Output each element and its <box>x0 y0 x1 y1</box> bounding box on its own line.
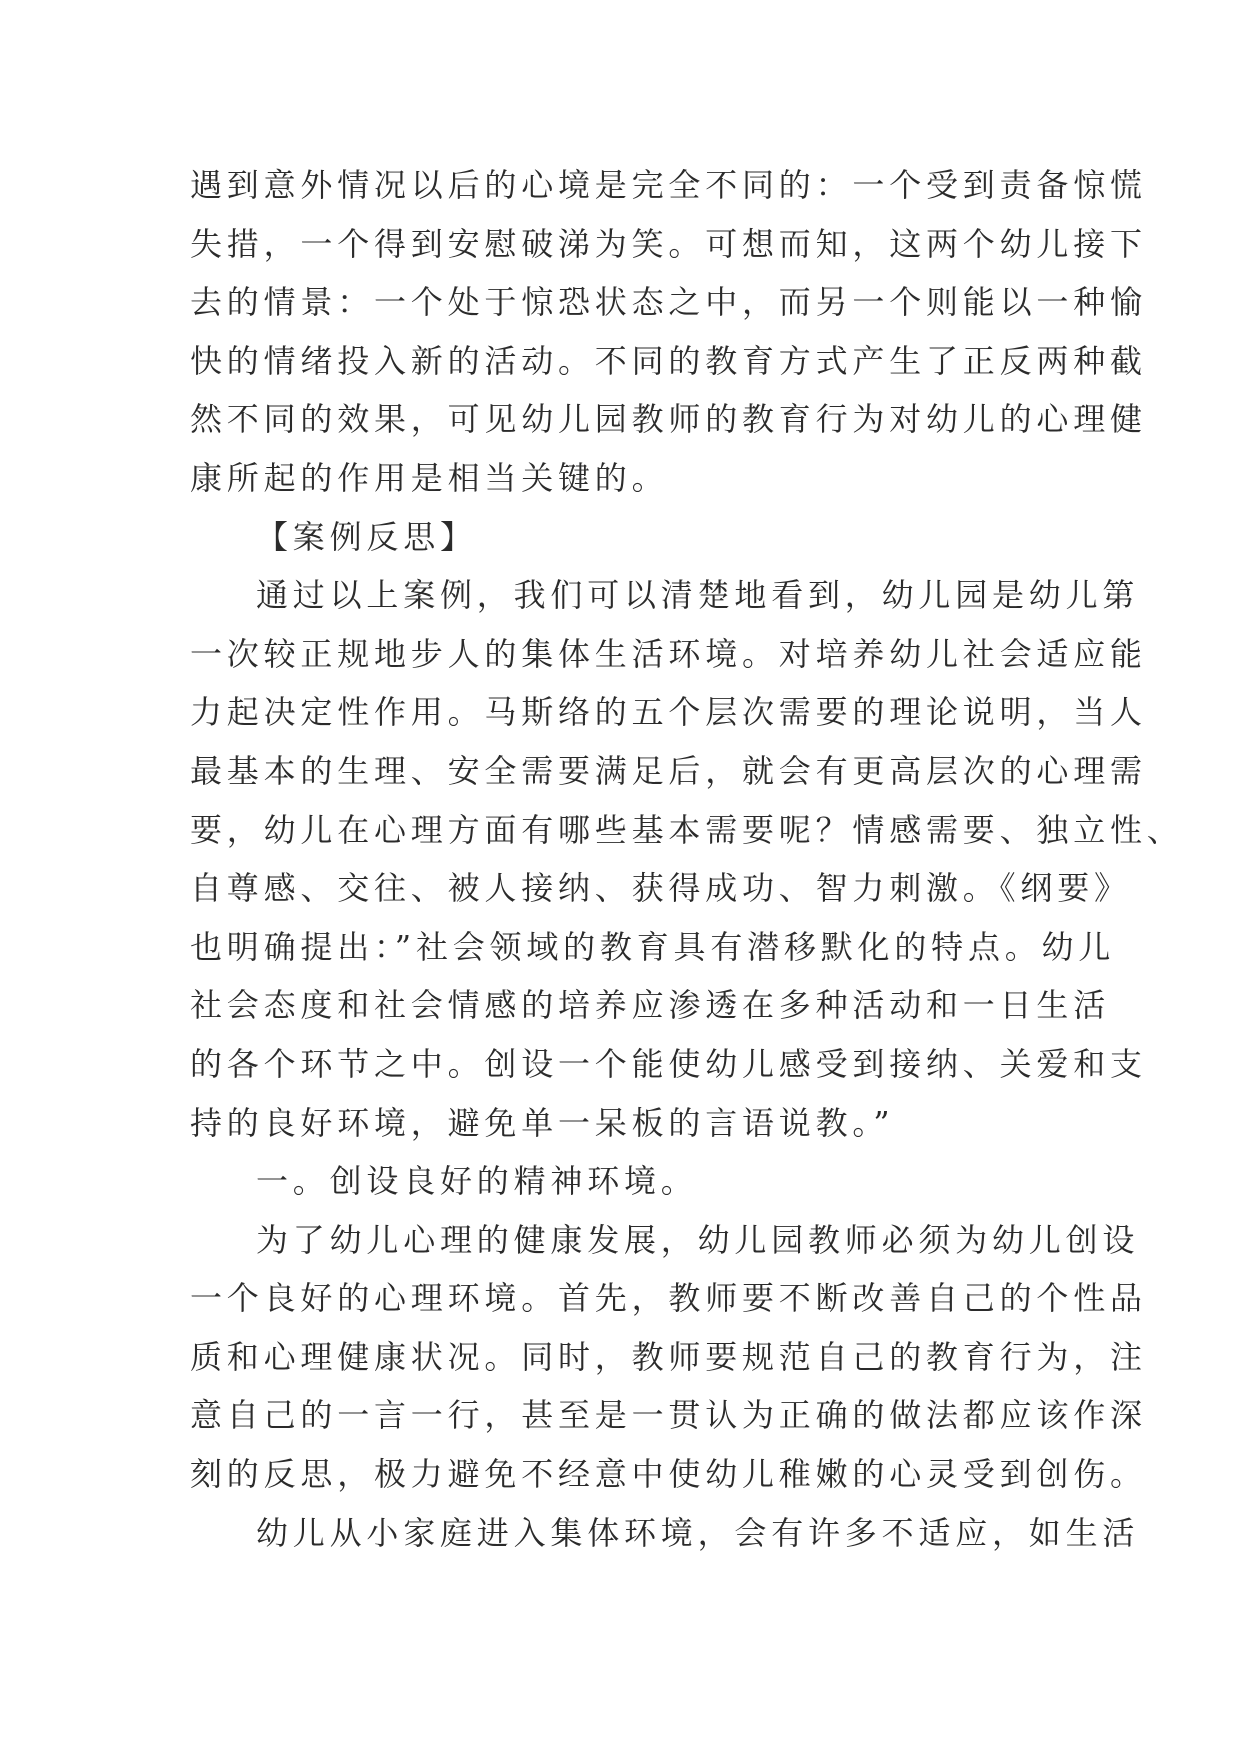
text-line: 自尊感、交往、被人接纳、获得成功、智力刺激。《纲要》 <box>190 869 1131 908</box>
paragraph-start-line: 通过以上案例，我们可以清楚地看到，幼儿园是幼儿第 <box>256 576 1140 615</box>
body-text <box>190 156 1184 1562</box>
text-line: 质和心理健康状况。同时，教师要规范自己的教育行为，注 <box>190 1337 1147 1376</box>
text-line: 失措，一个得到安慰破涕为笑。可想而知，这两个幼儿接下 <box>190 224 1147 263</box>
section-heading-case-reflection: 【案例反思】 <box>256 517 477 556</box>
text-line: 遇到意外情况以后的心境是完全不同的：一个受到责备惊慌 <box>190 166 1147 204</box>
text-line: 一个良好的心理环境。首先，教师要不断改善自己的个性品 <box>190 1279 1147 1318</box>
text-line: 的各个环节之中。创设一个能使幼儿感受到接纳、关爱和支 <box>190 1044 1147 1083</box>
text-line: 要，幼儿在心理方面有哪些基本需要呢？情感需要、独立性、 <box>190 810 1184 849</box>
paragraph-start-line: 幼儿从小家庭进入集体环境，会有许多不适应，如生活 <box>256 1513 1140 1552</box>
text-line: 也明确提出：”社会领域的教育具有潜移默化的特点。幼儿 <box>190 927 1116 966</box>
text-line: 然不同的效果，可见幼儿园教师的教育行为对幼儿的心理健 <box>190 400 1147 439</box>
text-line: 最基本的生理、安全需要满足后，就会有更高层次的心理需 <box>190 751 1147 790</box>
text-line: 康所起的作用是相当关键的。 <box>190 458 669 497</box>
text-line: 一次较正规地步人的集体生活环境。对培养幼儿社会适应能 <box>190 634 1147 673</box>
text-line: 持的良好环境，避免单一呆板的言语说教。” <box>190 1103 895 1142</box>
text-line: 快的情绪投入新的活动。不同的教育方式产生了正反两种截 <box>190 341 1147 380</box>
text-line: 刻的反思，极力避免不经意中使幼儿稚嫩的心灵受到创伤。 <box>190 1455 1147 1494</box>
text-line: 去的情景：一个处于惊恐状态之中，而另一个则能以一种愉 <box>190 283 1147 322</box>
paragraph-start-line: 为了幼儿心理的健康发展，幼儿园教师必须为幼儿创设 <box>256 1220 1140 1259</box>
section-heading-spiritual-environment: 一。创设良好的精神环境。 <box>256 1162 698 1201</box>
text-line: 社会态度和社会情感的培养应渗透在多种活动和一日生活 <box>190 986 1111 1025</box>
text-line: 意自己的一言一行，甚至是一贯认为正确的做法都应该作深 <box>190 1396 1147 1435</box>
text-line: 力起决定性作用。马斯络的五个层次需要的理论说明，当人 <box>190 693 1147 732</box>
